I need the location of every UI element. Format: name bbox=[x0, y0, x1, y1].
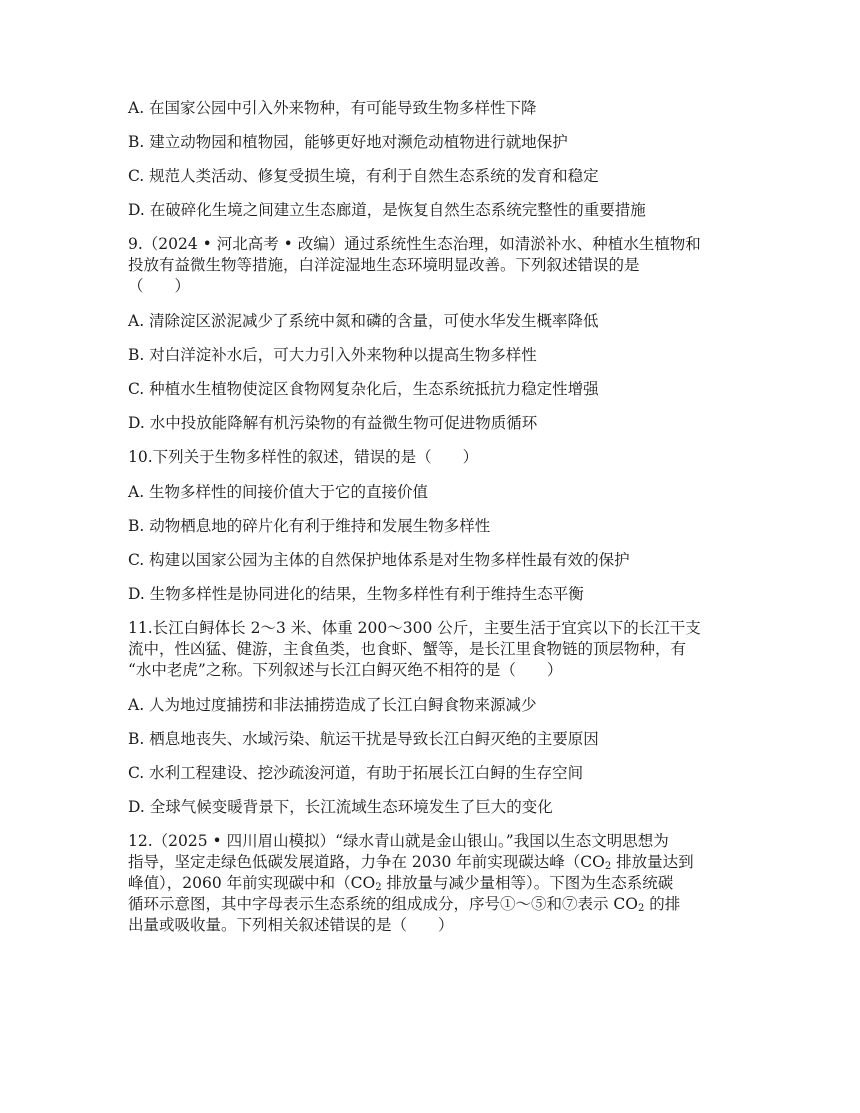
q12-stem-line bbox=[128, 873, 738, 894]
q11-option-a: A. 人为地过度捕捞和非法捕捞造成了长江白鲟食物来源减少 bbox=[128, 696, 537, 714]
q11-option-c: C. 水利工程建设、挖沙疏浚河道，有助于拓展长江白鲟的生存空间 bbox=[128, 764, 584, 782]
q9-stem bbox=[128, 234, 738, 297]
co2-subscript: 2 bbox=[638, 903, 645, 914]
q11-option-d: D. 全球气候变暖背景下，长江流域生态环境发生了巨大的变化 bbox=[128, 798, 553, 816]
q12-stem-line bbox=[128, 852, 738, 873]
q11-options bbox=[128, 695, 738, 817]
q12-stem-line: 12.（2025 • 四川眉山模拟）“绿水青山就是金山银山。”我国以生态文明思想为 bbox=[128, 832, 669, 850]
q8-option-a: A. 在国家公园中引入外来物种，有可能导致生物多样性下降 bbox=[128, 99, 537, 117]
q9-option-c: C. 种植水生植物使淀区食物网复杂化后，生态系统抵抗力稳定性增强 bbox=[128, 380, 599, 398]
q12-text: 排放量达到 bbox=[611, 853, 694, 871]
q11-stem-line: “水中老虎”之称。下列叙述与长江白鲟灭绝不相符的是（ ） bbox=[128, 661, 563, 679]
co2-subscript: 2 bbox=[604, 861, 612, 872]
q12-text: 的排 bbox=[644, 895, 681, 913]
q8-option-d: D. 在破碎化生境之间建立生态廊道，是恢复自然生态系统完整性的重要措施 bbox=[128, 201, 646, 219]
q11-stem-line: 11.长江白鲟体长 2～3 米、体重 200～300 公斤，主要生活于宜宾以下的长江干支 bbox=[128, 619, 701, 637]
q9-option-b: B. 对白洋淀补水后，可大力引入外来物种以提高生物多样性 bbox=[128, 346, 537, 364]
q11-stem-line: 流中，性凶猛、健游，主食鱼类，也食虾、蟹等，是长江里食物链的顶层物种，有 bbox=[128, 640, 687, 658]
q9-options bbox=[128, 311, 738, 433]
q10-options bbox=[128, 482, 738, 604]
q11-stem bbox=[128, 618, 738, 681]
q12-stem bbox=[128, 831, 738, 936]
q12-text: 循环示意图，其中字母表示生态系统的组成成分，序号①～⑤和⑦表示 CO bbox=[128, 895, 638, 913]
q10-option-a: A. 生物多样性的间接价值大于它的直接价值 bbox=[128, 483, 429, 501]
q12-text: 峰值），2060 年前实现碳中和（CO bbox=[128, 874, 376, 892]
q10-option-c: C. 构建以国家公园为主体的自然保护地体系是对生物多样性最有效的保护 bbox=[128, 551, 630, 569]
q12-stem-line: 出量或吸收量。下列相关叙述错误的是（ ） bbox=[128, 916, 454, 934]
q10-option-d: D. 生物多样性是协同进化的结果，生物多样性有利于维持生态平衡 bbox=[128, 585, 584, 603]
q11-option-b: B. 栖息地丧失、水域污染、航运干扰是导致长江白鲟灭绝的主要原因 bbox=[128, 730, 599, 748]
q10-stem-line: 10.下列关于生物多样性的叙述，错误的是（ ） bbox=[128, 448, 479, 466]
q10-stem bbox=[128, 447, 738, 468]
q8-option-c: C. 规范人类活动、修复受损生境，有利于自然生态系统的发育和稳定 bbox=[128, 167, 599, 185]
q9-option-d: D. 水中投放能降解有机污染物的有益微生物可促进物质循环 bbox=[128, 414, 538, 432]
q10-option-b: B. 动物栖息地的碎片化有利于维持和发展生物多样性 bbox=[128, 517, 491, 535]
question-content bbox=[128, 98, 738, 950]
q9-stem-line: 9.（2024 • 河北高考 • 改编）通过系统性生态治理，如清淤补水、种植水生植物和 bbox=[128, 235, 701, 253]
q9-stem-line: 投放有益微生物等措施，白洋淀湿地生态环境明显改善。下列叙述错误的是 bbox=[128, 256, 640, 274]
q8-option-b: B. 建立动物园和植物园，能够更好地对濒危动植物进行就地保护 bbox=[128, 133, 568, 151]
q12-text: 排放量与减少量相等）。下图为生态系统碳 bbox=[381, 874, 674, 892]
q9-option-a: A. 清除淀区淤泥减少了系统中氮和磷的含量，可使水华发生概率降低 bbox=[128, 312, 599, 330]
q8-options bbox=[128, 98, 738, 220]
co2-subscript: 2 bbox=[375, 882, 382, 893]
q12-stem-line bbox=[128, 894, 738, 915]
q12-text: 指导，坚定走绿色低碳发展道路，力争在 2030 年前实现碳达峰（CO bbox=[128, 853, 605, 871]
q9-stem-line: （ ） bbox=[128, 277, 191, 295]
